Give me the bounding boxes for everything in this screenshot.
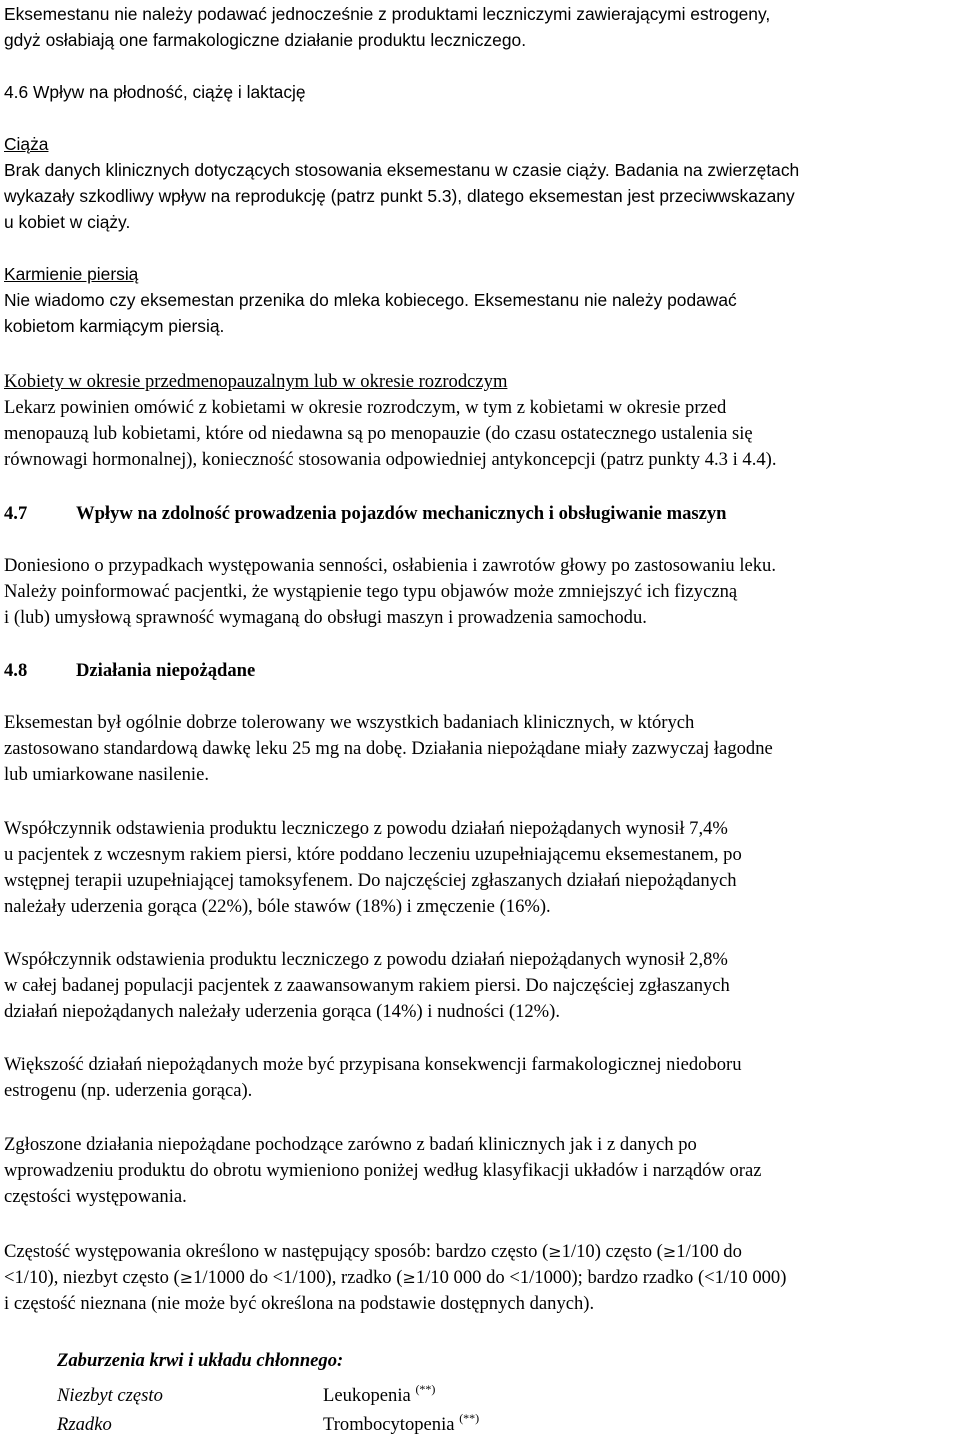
blood-disorders-title: Zaburzenia krwi i układu chłonnego: xyxy=(57,1350,344,1371)
intro-paragraph xyxy=(4,1,770,53)
text-line: estrogenu (np. uderzenia gorąca). xyxy=(4,1080,253,1101)
text-line: u kobiet w ciąży. xyxy=(4,212,131,232)
text-line: i częstość nieznana (nie może być określona na podstawie dostępnych danych). xyxy=(4,1293,595,1314)
text-line: Współczynnik odstawienia produktu leczniczego z powodu działań niepożądanych wynosił 7,4% xyxy=(4,818,728,839)
text-line: gdyż osłabiają one farmakologiczne działanie produktu leczniczego. xyxy=(4,30,527,50)
text-line: Eksemestanu nie należy podawać jednocześnie z produktami leczniczymi zawierającymi estrogeny, xyxy=(4,4,771,24)
section-4-8-heading xyxy=(4,658,255,684)
section-title: Działania niepożądane xyxy=(76,660,256,681)
paragraph xyxy=(4,947,730,1025)
text-line: u pacjentek z wczesnym rakiem piersi, które poddano leczeniu uzupełniającemu eksemestanem, po xyxy=(4,844,742,865)
paragraph xyxy=(4,710,773,788)
ge-symbol: ≥ xyxy=(662,1242,677,1261)
text-line: menopauzą lub kobietami, które od niedawna są po menopauzie (do czasu ostatecznego ustalenia się xyxy=(4,423,753,444)
premenopausal-section xyxy=(4,369,776,473)
text-line: Większość działań niepożądanych może być przypisana konsekwencji farmakologicznej niedoboru xyxy=(4,1054,742,1075)
text-line: Lekarz powinien omówić z kobietami w okresie rozrodczym, w tym z kobietami w okresie przed xyxy=(4,397,727,418)
frequency-definition-paragraph xyxy=(4,1239,786,1317)
text-line: należały uderzenia gorąca (22%), bóle stawów (18%) i zmęczenie (16%). xyxy=(4,896,551,917)
frequency-label: Rzadko xyxy=(57,1414,112,1435)
section-4-7-heading xyxy=(4,501,727,527)
effect-label: Trombocytopenia xyxy=(323,1414,455,1435)
ge-symbol: ≥ xyxy=(179,1268,194,1287)
text-line: <1/10), niezbyt często (≥1/1000 do <1/100), rzadko (≥1/10 000 do <1/1000); bardzo rzadko (<1/10 000) xyxy=(4,1267,787,1288)
breastfeeding-title: Karmienie piersią xyxy=(4,264,139,284)
text-line: Doniesiono o przypadkach występowania senności, osłabienia i zawrotów głowy po zastosowaniu leku. xyxy=(4,555,776,576)
section-number: 4.8 xyxy=(4,660,28,681)
pregnancy-section xyxy=(4,131,799,235)
text-line: wstępnej terapii uzupełniającej tamoksyfenem. Do najczęściej zgłaszanych działań niepożądanych xyxy=(4,870,737,891)
text-line: działań niepożądanych należały uderzenia gorąca (14%) i nudności (12%). xyxy=(4,1001,561,1022)
ge-symbol: ≥ xyxy=(402,1268,416,1287)
text-line: Częstość występowania określono w następujący sposób: bardzo często (≥1/10) często (≥1/100 do xyxy=(4,1241,742,1262)
breastfeeding-section xyxy=(4,261,737,339)
section-title: Wpływ na zdolność prowadzenia pojazdów mechanicznych i obsługiwanie maszyn xyxy=(76,503,727,524)
text-line: i (lub) umysłową sprawność wymaganą do obsługi maszyn i prowadzenia samochodu. xyxy=(4,607,647,628)
paragraph xyxy=(4,816,742,920)
text-line: Współczynnik odstawienia produktu leczniczego z powodu działań niepożądanych wynosił 2,8% xyxy=(4,949,728,970)
premenopausal-title: Kobiety w okresie przedmenopauzalnym lub w okresie rozrodczym xyxy=(4,371,508,392)
text-line: równowagi hormonalnej), konieczność stosowania odpowiedniej antykoncepcji (patrz punkty 4.3 i 4.4). xyxy=(4,449,777,470)
text-line: zastosowano standardową dawkę leku 25 mg na dobę. Działania niepożądane miały zazwyczaj łagodne xyxy=(4,738,773,759)
footnote-marker: (**) xyxy=(459,1411,480,1425)
effect-label: Leukopenia xyxy=(323,1385,411,1406)
frequency-label: Niezbyt często xyxy=(57,1385,163,1406)
pregnancy-title: Ciąża xyxy=(4,134,49,154)
paragraph xyxy=(4,1052,742,1104)
text-line: wprowadzeniu produktu do obrotu wymieniono poniżej według klasyfikacji układów i narządów oraz xyxy=(4,1160,762,1181)
section-4-7-paragraph xyxy=(4,553,776,631)
text-line: kobietom karmiącym piersią. xyxy=(4,316,225,336)
footnote-marker: (**) xyxy=(415,1382,436,1396)
ge-symbol: ≥ xyxy=(548,1242,562,1261)
text-line: Brak danych klinicznych dotyczących stosowania eksemestanu w czasie ciąży. Badania na zwierzętach xyxy=(4,160,800,180)
text-line: Nie wiadomo czy eksemestan przenika do mleka kobiecego. Eksemestanu nie należy podawać xyxy=(4,290,737,310)
text-line: Eksemestan był ogólnie dobrze tolerowany we wszystkich badaniach klinicznych, w których xyxy=(4,712,695,733)
text-line: lub umiarkowane nasilenie. xyxy=(4,764,209,785)
text-line: Należy poinformować pacjentki, że wystąpienie tego typu objawów może zmniejszyć ich fizyczną xyxy=(4,581,738,602)
section-number: 4.7 xyxy=(4,503,28,524)
text-line: wykazały szkodliwy wpływ na reprodukcję (patrz punkt 5.3), dlatego eksemestan jest przeciwwskazany xyxy=(4,186,795,206)
paragraph xyxy=(4,1132,762,1210)
text-line: w całej badanej populacji pacjentek z zaawansowanym rakiem piersi. Do najczęściej zgłaszanych xyxy=(4,975,730,996)
section-4-6-heading: 4.6 Wpływ na płodność, ciążę i laktację xyxy=(4,82,306,102)
text-line: Zgłoszone działania niepożądane pochodzące zarówno z badań klinicznych jak i z danych po xyxy=(4,1134,697,1155)
text-line: częstości występowania. xyxy=(4,1186,187,1207)
table-row xyxy=(57,1405,479,1438)
